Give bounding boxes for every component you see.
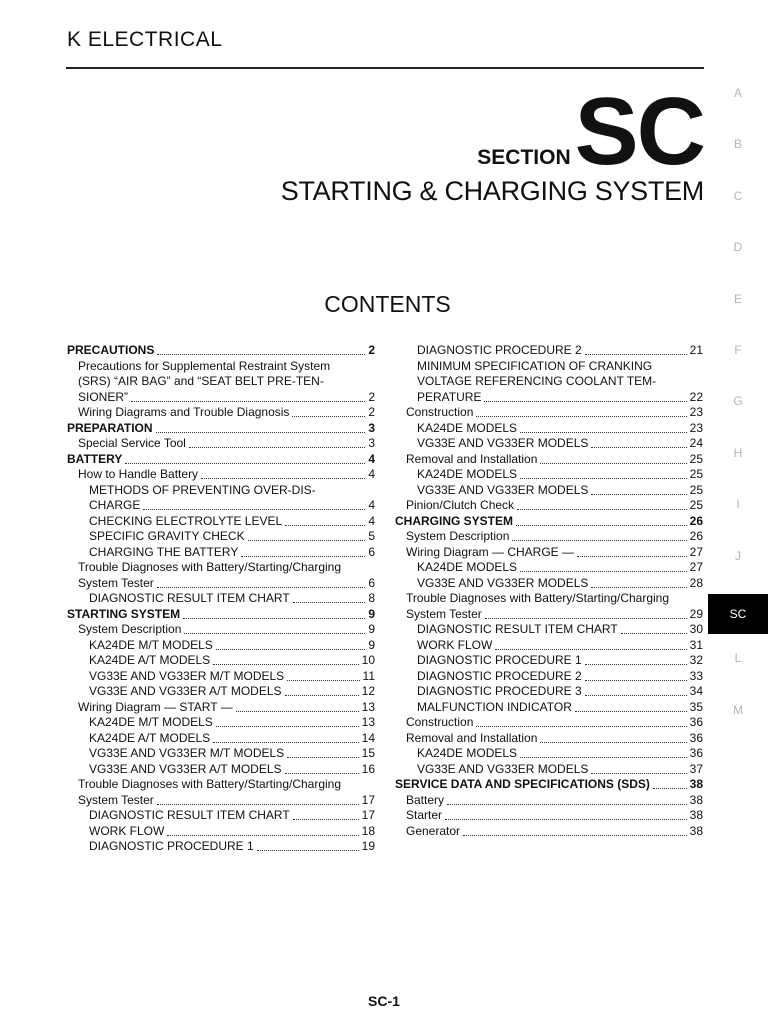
toc-entry-page: 26	[689, 513, 703, 528]
toc-entry-page: 25	[689, 482, 703, 497]
toc-entry-page: 25	[689, 498, 703, 512]
toc-dot-leader	[476, 726, 686, 727]
toc-entry-page: 24	[689, 436, 703, 450]
toc-entry[interactable]	[67, 653, 375, 669]
toc-entry-title: METHODS OF PREVENTING OVER-DIS-	[89, 482, 316, 497]
section-tab-b[interactable]: B	[733, 137, 742, 152]
toc-entry[interactable]	[67, 777, 375, 793]
toc-dot-leader	[157, 587, 366, 588]
toc-entry-title: System Description	[406, 529, 510, 543]
toc-entry-page: 16	[361, 761, 375, 776]
toc-entry[interactable]	[395, 514, 703, 530]
toc-dot-leader	[585, 695, 687, 696]
toc-entry-title: Trouble Diagnoses with Battery/Starting/Charging	[78, 777, 342, 791]
toc-entry-title: KA24DE MODELS	[417, 420, 518, 435]
toc-dot-leader	[621, 633, 687, 634]
toc-dot-leader	[540, 463, 686, 464]
toc-entry-title: KA24DE M/T MODELS	[89, 637, 213, 652]
toc-entry[interactable]	[395, 622, 703, 638]
toc-entry-page: 2	[368, 389, 375, 404]
toc-entry-title: VG33E AND VG33ER A/T MODELS	[89, 684, 282, 698]
toc-entry[interactable]	[67, 824, 375, 840]
toc-entry[interactable]	[395, 483, 703, 499]
toc-entry-title: Removal and Installation	[406, 451, 538, 466]
toc-entry-title: Trouble Diagnoses with Battery/Starting/Charging	[406, 591, 670, 605]
toc-entry-page: 10	[361, 653, 375, 667]
section-tab-sc[interactable]: SC	[708, 594, 768, 634]
toc-entry-page: 36	[689, 715, 703, 729]
toc-dot-leader	[591, 494, 686, 495]
toc-entry-title: SPECIFIC GRAVITY CHECK	[89, 529, 245, 543]
toc-left-column	[67, 343, 375, 855]
toc-entry-page: 19	[361, 839, 375, 853]
toc-entry-page: 25	[689, 451, 703, 466]
toc-entry-page: 37	[689, 761, 703, 776]
toc-dot-leader	[293, 819, 359, 820]
toc-entry[interactable]	[395, 591, 703, 607]
toc-entry[interactable]	[67, 374, 375, 390]
toc-entry[interactable]	[395, 793, 703, 809]
toc-entry-title: Wiring Diagrams and Trouble Diagnosis	[78, 405, 290, 419]
toc-entry-title: KA24DE MODELS	[417, 560, 518, 574]
toc-entry[interactable]	[67, 746, 375, 762]
toc-dot-leader	[157, 804, 359, 805]
toc-dot-leader	[285, 525, 365, 526]
toc-entry[interactable]	[395, 467, 703, 483]
toc-dot-leader	[125, 463, 365, 464]
toc-entry[interactable]	[395, 421, 703, 437]
toc-entry-page: 36	[689, 746, 703, 760]
toc-dot-leader	[585, 680, 687, 681]
toc-entry-title: How to Handle Battery	[78, 467, 199, 481]
toc-dot-leader	[189, 447, 365, 448]
toc-entry-title: KA24DE A/T MODELS	[89, 653, 211, 667]
toc-entry-page: 38	[689, 823, 703, 838]
toc-entry-title: (SRS) “AIR BAG” and “SEAT BELT PRE-TEN-	[78, 374, 324, 388]
toc-entry[interactable]	[67, 405, 375, 421]
toc-entry-title: MALFUNCTION INDICATOR	[417, 699, 572, 714]
toc-entry[interactable]	[67, 700, 375, 716]
toc-entry[interactable]	[67, 529, 375, 545]
toc-entry-title: SIONER”	[78, 389, 129, 404]
toc-dot-leader	[512, 540, 686, 541]
contents-title: CONTENTS	[324, 291, 451, 317]
toc-dot-leader	[540, 742, 686, 743]
toc-entry[interactable]	[395, 777, 703, 793]
toc-entry-title: SERVICE DATA AND SPECIFICATIONS (SDS)	[395, 777, 650, 791]
toc-entry[interactable]	[395, 653, 703, 669]
toc-entry-title: CHARGING SYSTEM	[395, 513, 514, 528]
toc-entry-page: 5	[368, 529, 375, 543]
toc-dot-leader	[287, 757, 358, 758]
toc-dot-leader	[292, 416, 365, 417]
toc-entry-title: Precautions for Supplemental Restraint System	[78, 358, 331, 373]
toc-entry[interactable]	[395, 436, 703, 452]
page-number: SC-1	[368, 993, 400, 1009]
toc-dot-leader	[653, 788, 687, 789]
toc-entry-page: 15	[361, 746, 375, 760]
toc-entry[interactable]	[395, 529, 703, 545]
toc-entry[interactable]	[67, 731, 375, 747]
toc-entry[interactable]	[395, 390, 703, 406]
toc-entry[interactable]	[67, 591, 375, 607]
toc-dot-leader	[463, 835, 687, 836]
toc-entry-page: 13	[361, 699, 375, 714]
toc-entry-title: WORK FLOW	[89, 823, 165, 838]
toc-entry-title: KA24DE MODELS	[417, 746, 518, 760]
toc-entry[interactable]	[67, 343, 375, 359]
toc-dot-leader	[236, 711, 359, 712]
toc-entry-page: 38	[689, 792, 703, 807]
toc-entry-page: 9	[368, 637, 375, 652]
toc-entry-title: WORK FLOW	[417, 637, 493, 652]
toc-entry-title: VG33E AND VG33ER MODELS	[417, 575, 589, 590]
toc-entry[interactable]	[67, 576, 375, 592]
toc-entry[interactable]	[395, 700, 703, 716]
toc-entry[interactable]	[67, 684, 375, 700]
toc-entry-page: 35	[689, 699, 703, 714]
toc-entry-title: Battery	[406, 792, 445, 807]
toc-entry-page: 18	[361, 823, 375, 838]
toc-entry-page: 28	[689, 575, 703, 590]
toc-entry[interactable]	[67, 545, 375, 561]
toc-entry-page: 3	[368, 420, 375, 435]
toc-entry[interactable]	[395, 343, 703, 359]
section-tab-g[interactable]: G	[733, 394, 743, 409]
toc-entry-page: 2	[368, 405, 375, 419]
toc-entry-title: DIAGNOSTIC RESULT ITEM CHART	[89, 591, 290, 605]
toc-entry[interactable]	[395, 607, 703, 623]
toc-entry-page: 4	[368, 467, 375, 481]
toc-entry[interactable]	[395, 498, 703, 514]
toc-entry-page: 6	[368, 544, 375, 559]
toc-entry[interactable]	[395, 374, 703, 390]
toc-entry-title: DIAGNOSTIC PROCEDURE 3	[417, 684, 582, 698]
toc-entry-title: VG33E AND VG33ER MODELS	[417, 761, 589, 776]
toc-entry-page: 23	[689, 420, 703, 435]
toc-entry[interactable]	[67, 483, 375, 499]
toc-entry-title: BATTERY	[67, 451, 123, 466]
section-code: SC	[574, 78, 704, 185]
toc-entry-page: 23	[689, 405, 703, 419]
toc-dot-leader	[216, 726, 359, 727]
toc-dot-leader	[213, 664, 358, 665]
toc-right-column	[395, 343, 703, 839]
toc-dot-leader	[183, 618, 365, 619]
section-tab-d[interactable]: D	[733, 240, 743, 255]
toc-entry-page: 27	[689, 560, 703, 574]
toc-entry-title: System Tester	[406, 606, 482, 621]
toc-dot-leader	[241, 556, 365, 557]
toc-entry-page: 11	[362, 668, 375, 683]
toc-entry-page: 12	[361, 684, 375, 698]
toc-dot-leader	[447, 804, 687, 805]
toc-dot-leader	[585, 664, 687, 665]
toc-entry-page: 17	[361, 808, 375, 822]
toc-entry-title: DIAGNOSTIC RESULT ITEM CHART	[417, 622, 618, 636]
toc-entry-title: Removal and Installation	[406, 730, 538, 745]
section-tab-m[interactable]: M	[733, 702, 743, 717]
section-tab-c[interactable]: C	[733, 188, 743, 203]
toc-entry-title: Construction	[406, 405, 474, 419]
toc-entry[interactable]	[395, 405, 703, 421]
toc-entry-title: CHARGE	[89, 498, 141, 512]
toc-entry[interactable]	[395, 452, 703, 468]
toc-entry-title: System Tester	[78, 792, 154, 807]
toc-entry-title: CHARGING THE BATTERY	[89, 544, 239, 559]
toc-entry[interactable]	[67, 607, 375, 623]
toc-entry[interactable]	[67, 498, 375, 514]
toc-entry-page: 38	[689, 808, 703, 822]
toc-entry-title: VG33E AND VG33ER M/T MODELS	[89, 746, 285, 760]
toc-entry[interactable]	[67, 622, 375, 638]
toc-dot-leader	[575, 711, 687, 712]
toc-entry[interactable]	[67, 808, 375, 824]
toc-entry-page: 6	[368, 575, 375, 590]
toc-entry[interactable]	[67, 436, 375, 452]
section-heading	[477, 78, 704, 185]
toc-entry-title: PRECAUTIONS	[67, 343, 155, 357]
toc-entry[interactable]	[67, 359, 375, 375]
toc-entry-title: KA24DE MODELS	[417, 467, 518, 481]
toc-entry[interactable]	[67, 715, 375, 731]
toc-dot-leader	[520, 478, 687, 479]
toc-dot-leader	[476, 416, 686, 417]
toc-dot-leader	[591, 447, 686, 448]
toc-entry-page: 29	[689, 606, 703, 621]
toc-dot-leader	[520, 757, 687, 758]
toc-entry[interactable]	[67, 421, 375, 437]
toc-entry-title: KA24DE M/T MODELS	[89, 715, 213, 729]
toc-dot-leader	[248, 540, 366, 541]
toc-entry-page: 2	[368, 343, 375, 357]
section-tab-i[interactable]: I	[736, 497, 740, 512]
toc-entry-title: System Tester	[78, 575, 154, 590]
toc-entry-page: 3	[368, 436, 375, 450]
section-tab-j[interactable]: J	[735, 548, 741, 563]
toc-entry-title: VOLTAGE REFERENCING COOLANT TEM-	[417, 374, 657, 388]
toc-entry[interactable]	[395, 669, 703, 685]
toc-entry-page: 13	[361, 715, 375, 729]
toc-dot-leader	[143, 509, 365, 510]
toc-entry[interactable]	[67, 669, 375, 685]
toc-entry-page: 9	[368, 622, 375, 636]
section-tab-l[interactable]: L	[734, 651, 742, 666]
toc-dot-leader	[167, 835, 358, 836]
toc-dot-leader	[517, 509, 687, 510]
toc-entry[interactable]	[67, 452, 375, 468]
toc-dot-leader	[445, 819, 687, 820]
section-tab-e[interactable]: E	[733, 291, 742, 306]
toc-entry-title: PERATURE	[417, 389, 482, 404]
toc-entry-title: VG33E AND VG33ER M/T MODELS	[89, 668, 285, 683]
section-title: STARTING & CHARGING SYSTEM	[280, 176, 704, 206]
toc-entry-page: 31	[689, 637, 703, 652]
toc-entry-title: PREPARATION	[67, 420, 153, 435]
toc-entry-title: Special Service Tool	[78, 436, 186, 450]
toc-entry-page: 30	[689, 622, 703, 636]
toc-entry[interactable]	[67, 560, 375, 576]
toc-entry-page: 22	[689, 389, 703, 404]
toc-entry[interactable]	[67, 762, 375, 778]
toc-entry[interactable]	[395, 545, 703, 561]
toc-entry-page: 4	[368, 513, 375, 528]
toc-entry-page: 34	[689, 684, 703, 698]
toc-dot-leader	[285, 695, 359, 696]
toc-entry-page: 4	[368, 451, 375, 466]
header-divider	[66, 67, 704, 69]
toc-dot-leader	[293, 602, 366, 603]
toc-entry-title: Wiring Diagram — CHARGE —	[406, 544, 575, 559]
toc-dot-leader	[591, 773, 686, 774]
toc-dot-leader	[257, 850, 359, 851]
toc-entry-title: DIAGNOSTIC PROCEDURE 2	[417, 668, 582, 683]
toc-entry-title: Trouble Diagnoses with Battery/Starting/Charging	[78, 560, 342, 574]
toc-entry-title: VG33E AND VG33ER MODELS	[417, 482, 589, 497]
toc-entry[interactable]	[395, 560, 703, 576]
toc-entry-title: DIAGNOSTIC RESULT ITEM CHART	[89, 808, 290, 822]
toc-entry-page: 38	[689, 777, 703, 791]
toc-entry-page: 25	[689, 467, 703, 481]
toc-entry-page: 17	[361, 792, 375, 807]
toc-dot-leader	[520, 432, 687, 433]
toc-dot-leader	[520, 571, 687, 572]
toc-entry[interactable]	[395, 684, 703, 700]
toc-dot-leader	[577, 556, 687, 557]
toc-entry-title: CHECKING ELECTROLYTE LEVEL	[89, 513, 283, 528]
toc-dot-leader	[485, 618, 687, 619]
toc-entry[interactable]	[67, 793, 375, 809]
toc-entry-page: 14	[361, 730, 375, 745]
toc-dot-leader	[585, 354, 687, 355]
toc-entry-page: 9	[368, 606, 375, 621]
toc-entry[interactable]	[395, 808, 703, 824]
toc-entry-title: KA24DE A/T MODELS	[89, 730, 211, 745]
toc-entry-title: System Description	[78, 622, 182, 636]
toc-entry[interactable]	[395, 731, 703, 747]
toc-dot-leader	[287, 680, 359, 681]
toc-entry-title: Starter	[406, 808, 443, 822]
toc-dot-leader	[285, 773, 359, 774]
toc-entry[interactable]	[395, 824, 703, 840]
toc-dot-leader	[516, 525, 687, 526]
toc-entry[interactable]	[395, 359, 703, 375]
toc-dot-leader	[591, 587, 686, 588]
toc-dot-leader	[184, 633, 365, 634]
toc-entry-title: Pinion/Clutch Check	[406, 498, 515, 512]
toc-entry[interactable]	[395, 762, 703, 778]
toc-entry[interactable]	[395, 576, 703, 592]
toc-entry[interactable]	[67, 638, 375, 654]
toc-dot-leader	[484, 401, 686, 402]
toc-entry-title: DIAGNOSTIC PROCEDURE 2	[417, 343, 582, 357]
toc-dot-leader	[201, 478, 365, 479]
toc-entry-page: 32	[689, 653, 703, 667]
section-tab-a[interactable]: A	[733, 86, 742, 100]
section-tab-f[interactable]: F	[734, 343, 742, 357]
toc-dot-leader	[495, 649, 686, 650]
toc-entry-page: 27	[689, 544, 703, 559]
toc-entry-page: 8	[368, 591, 375, 605]
toc-entry-title: Construction	[406, 715, 474, 729]
toc-entry-page: 33	[689, 668, 703, 683]
toc-entry-page: 36	[689, 730, 703, 745]
header-category: K ELECTRICAL	[67, 28, 223, 51]
toc-entry[interactable]	[395, 638, 703, 654]
toc-entry[interactable]	[67, 390, 375, 406]
section-tab-h[interactable]: H	[733, 445, 743, 460]
toc-entry-title: MINIMUM SPECIFICATION OF CRANKING	[417, 358, 653, 373]
section-word: SECTION	[477, 146, 571, 169]
toc-entry[interactable]	[67, 839, 375, 855]
toc-entry[interactable]	[67, 514, 375, 530]
toc-entry-title: DIAGNOSTIC PROCEDURE 1	[417, 653, 582, 667]
toc-entry[interactable]	[67, 467, 375, 483]
toc-entry-title: VG33E AND VG33ER A/T MODELS	[89, 761, 282, 776]
toc-dot-leader	[156, 432, 366, 433]
toc-dot-leader	[131, 401, 365, 402]
toc-dot-leader	[157, 354, 365, 355]
toc-entry[interactable]	[395, 715, 703, 731]
toc-entry-page: 26	[689, 529, 703, 543]
toc-entry[interactable]	[395, 746, 703, 762]
toc-entry-title: Wiring Diagram — START —	[78, 699, 233, 714]
toc-entry-page: 21	[689, 343, 703, 357]
toc-entry-title: VG33E AND VG33ER MODELS	[417, 436, 589, 450]
toc-entry-title: Generator	[406, 823, 461, 838]
toc-dot-leader	[213, 742, 358, 743]
toc-entry-page: 4	[368, 498, 375, 512]
toc-dot-leader	[216, 649, 365, 650]
toc-entry-title: DIAGNOSTIC PROCEDURE 1	[89, 839, 254, 853]
toc-entry-title: STARTING SYSTEM	[67, 606, 181, 621]
